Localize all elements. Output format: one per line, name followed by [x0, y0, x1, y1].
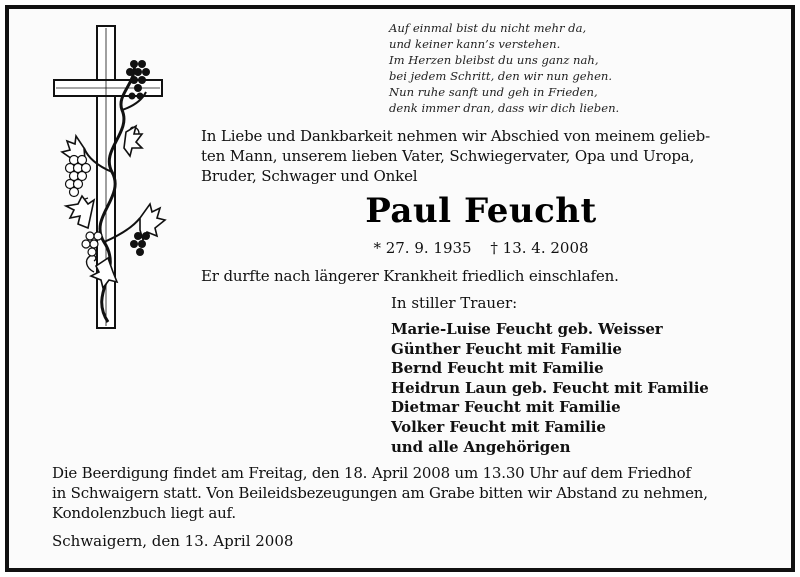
- death-date: † 13. 4. 2008: [490, 239, 589, 257]
- poem-line: Auf einmal bist du nicht mehr da,: [389, 21, 587, 35]
- funeral-line: Kondolenzbuch liegt auf.: [52, 504, 236, 522]
- intro-line: Bruder, Schwager und Onkel: [201, 167, 418, 185]
- mourner-entry: und alle Angehörigen: [391, 437, 571, 456]
- intro-line: In Liebe und Dankbarkeit nehmen wir Abschied von meinem gelieb-: [201, 127, 710, 145]
- funeral-line: Die Beerdigung findet am Freitag, den 18. April 2008 um 13.30 Uhr auf dem Friedhof: [52, 464, 691, 482]
- passing-note: Er durfte nach längerer Krankheit friedlich einschlafen.: [201, 267, 619, 285]
- mourner-entry: Heidrun Laun geb. Feucht mit Familie: [391, 378, 709, 397]
- cross-with-grapevine-icon: [48, 22, 168, 332]
- farewell-intro: [201, 126, 761, 186]
- poem-line: Im Herzen bleibst du uns ganz nah,: [389, 53, 599, 67]
- intro-line: ten Mann, unserem lieben Vater, Schwiegervater, Opa und Uropa,: [201, 147, 695, 165]
- mourning-label: In stiller Trauer:: [391, 294, 518, 312]
- mourner-entry: Günther Feucht mit Familie: [391, 339, 622, 358]
- poem-line: und keiner kann’s verstehen.: [389, 37, 561, 51]
- poem-line: Nun ruhe sanft und geh in Frieden,: [389, 85, 598, 99]
- funeral-line: in Schwaigern statt. Von Beileidsbezeugungen am Grabe bitten wir Abstand zu nehmen,: [52, 484, 708, 502]
- mourner-entry: Dietmar Feucht mit Familie: [391, 398, 621, 417]
- place-and-date: Schwaigern, den 13. April 2008: [52, 532, 294, 550]
- birth-date: * 27. 9. 1935: [373, 239, 472, 257]
- mourner-entry: Bernd Feucht mit Familie: [391, 359, 604, 378]
- mourners-list: [391, 320, 709, 457]
- mourner-entry: Volker Feucht mit Familie: [391, 417, 606, 436]
- life-dates: [201, 238, 761, 258]
- funeral-notice: [52, 463, 708, 523]
- deceased-name: Paul Feucht: [365, 191, 597, 231]
- poem-line: bei jedem Schritt, den wir nun gehen.: [389, 69, 613, 83]
- poem-line: denk immer dran, dass wir dich lieben.: [389, 101, 620, 115]
- memorial-poem: [389, 20, 619, 116]
- mourner-entry: Marie-Luise Feucht geb. Weisser: [391, 320, 663, 338]
